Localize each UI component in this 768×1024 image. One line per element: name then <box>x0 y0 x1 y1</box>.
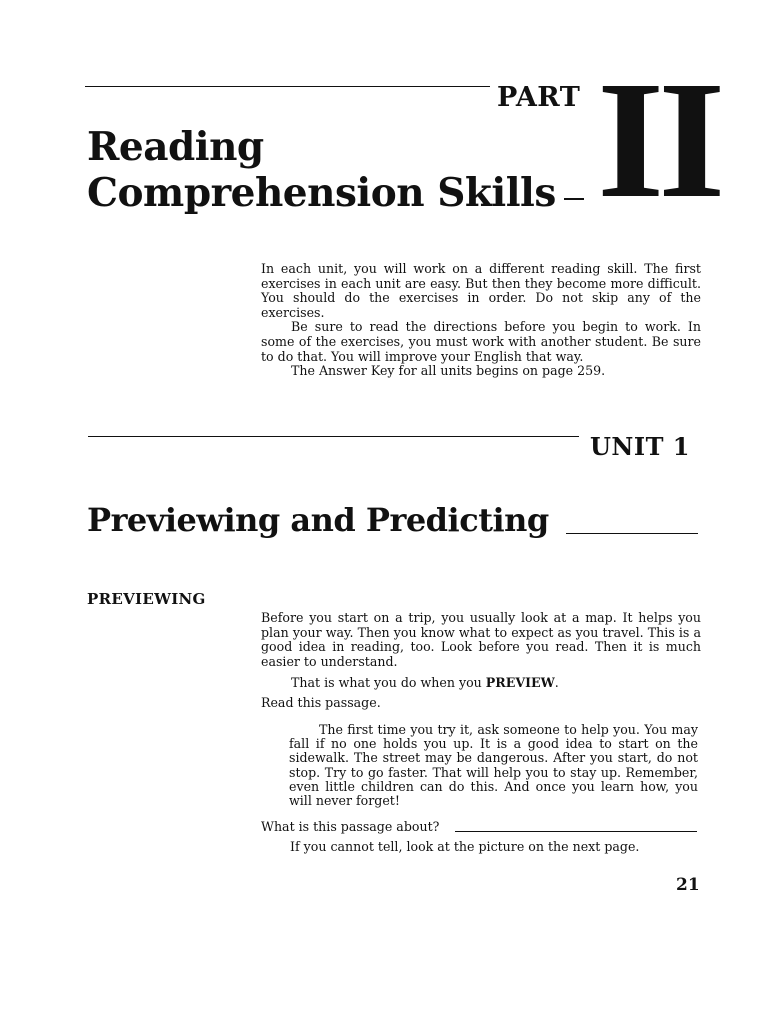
hint-text: If you cannot tell, look at the picture on the next page. <box>290 839 640 854</box>
unit-label: UNIT 1 <box>590 432 691 461</box>
section-paragraph-1: Before you start on a trip, you usually look at a map. It helps you plan your way. Then you know what to expect as you travel. This is a good idea in reading, too. Look before you read. Then it is much easier to understand. <box>261 610 701 669</box>
part-title-line-2-text: Comprehension Skills <box>87 170 556 216</box>
part-title <box>87 124 584 216</box>
part-numeral: II <box>597 47 720 233</box>
intro-text <box>261 262 701 379</box>
answer-line[interactable] <box>455 831 697 832</box>
section-paragraph-2 <box>261 676 701 691</box>
part-label: PART <box>497 82 581 113</box>
question-text: What is this passage about? <box>261 819 440 834</box>
part-top-rule <box>85 86 490 87</box>
unit-top-rule <box>88 436 579 437</box>
intro-paragraph-1: In each unit, you will work on a different reading skill. The first exercises in each unit are easy. But then they become more difficult. You should do the exercises in order. Do not skip any of the exercises. <box>261 261 701 320</box>
page-number: 21 <box>676 875 700 895</box>
intro-paragraph-2: Be sure to read the directions before you begin to work. In some of the exercises, you must work with another student. Be sure to do that. You will improve your English that way. <box>261 319 701 364</box>
preview-keyword: PREVIEW <box>485 675 555 690</box>
p2-suffix: . <box>554 675 559 690</box>
p2-prefix: That is what you do when you <box>291 675 486 690</box>
unit-title-rule <box>566 533 698 534</box>
title-dash <box>564 198 584 200</box>
intro-paragraph-3: The Answer Key for all units begins on page 259. <box>291 363 606 379</box>
part-title-line-2 <box>87 170 584 216</box>
unit-title: Previewing and Predicting <box>87 501 549 539</box>
section-heading: PREVIEWING <box>87 590 206 608</box>
instruction-text: Read this passage. <box>261 695 381 710</box>
reading-passage: The first time you try it, ask someone to help you. You may fall if no one holds you up. It is a good idea to start on the sidewalk. The street may be dangerous. After you start, do not stop. Try to go faster. That will help you to stay up. Remember, even little children can do this. And once you learn how, you will never forget! <box>289 722 698 809</box>
part-title-line-1: Reading <box>87 124 264 170</box>
